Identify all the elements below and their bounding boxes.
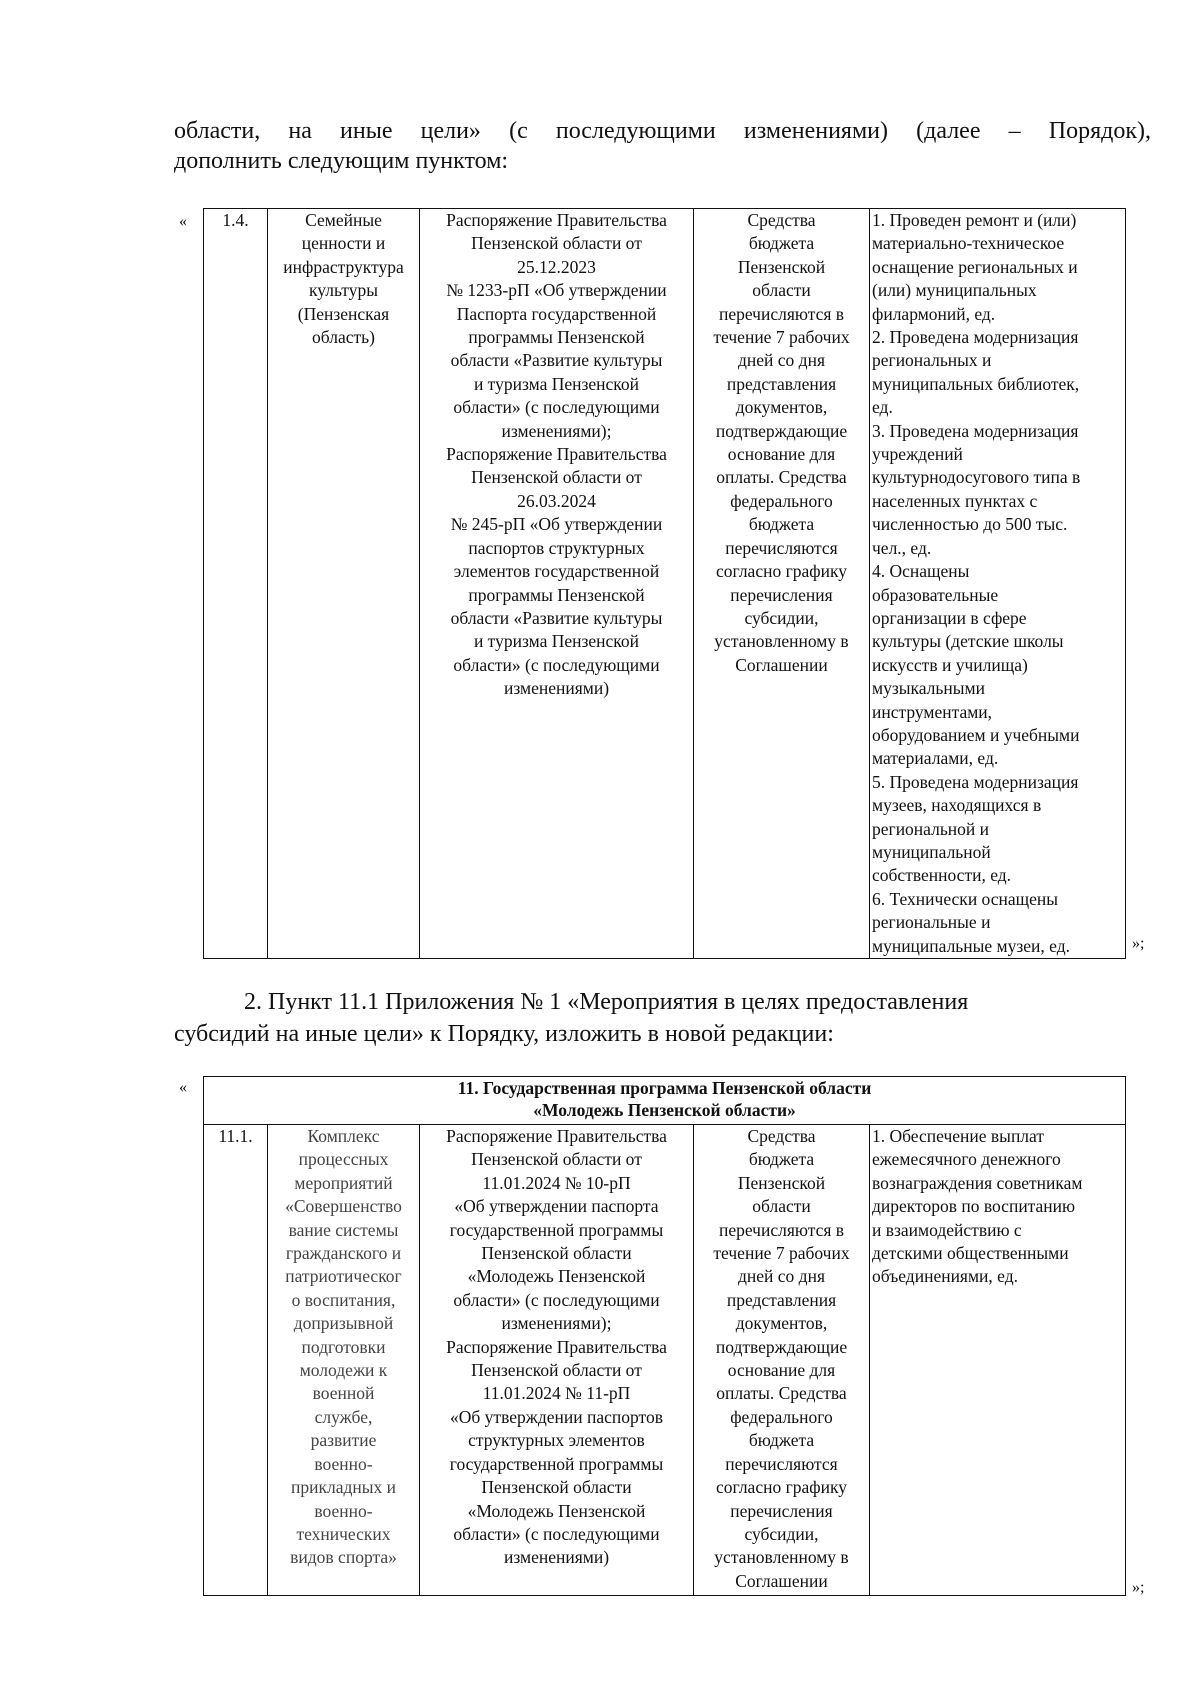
table1-open-quote: «	[179, 213, 187, 230]
table-header-row	[204, 1077, 1126, 1125]
table1-close-quote: »;	[1132, 935, 1145, 952]
legal-documents: Распоряжение Правительства Пензенской области от 11.01.2024 № 10-рП «Об утверждении паспорта государственной программы Пензенской области «Молодежь Пензенской области» (с последующими изменениями); Распоряжение Правительства Пензенской области от 11.01.2024 № 11-рП «Об утверждении паспортов структурных элементов государственной программы Пензенской области «Молодежь Пензенской области» (с последующими изменениями)	[420, 1125, 694, 1596]
paragraph2-line-2: субсидий на иные цели» к Порядку, изложить в новой редакции:	[174, 1021, 834, 1047]
table1	[203, 208, 1126, 959]
table2	[203, 1076, 1126, 1596]
program-header	[204, 1077, 1126, 1125]
item-number: 11.1.	[204, 1125, 268, 1596]
program-header-line-1: 11. Государственная программа Пензенской области	[457, 1078, 872, 1098]
program-header-line-2: «Молодежь Пензенской области»	[533, 1100, 796, 1120]
item-name: Семейные ценности и инфраструктура культуры (Пензенская область)	[268, 209, 420, 959]
legal-documents: Распоряжение Правительства Пензенской области от 25.12.2023 № 1233-рП «Об утверждении Паспорта государственной программы Пензенской области «Развитие культуры и туризма Пензенской области» (с последующими изменениями); Распоряжение Правительства Пензенской области от 26.03.2024 № 245-рП «Об утверждении паспортов структурных элементов государственной программы Пензенской области «Развитие культуры и туризма Пензенской области» (с последующими изменениями)	[420, 209, 694, 959]
paragraph2-line-1: 2. Пункт 11.1 Приложения № 1 «Мероприятия в целях предоставления	[244, 989, 969, 1015]
table2-open-quote: «	[179, 1079, 187, 1096]
item-name: Комплекс процессных мероприятий «Совершенство вание системы гражданского и патриотическог о воспитания, допризывной подготовки молодежи к военной службе, развитие военно- прикладных и военно- технических видов спорта»	[268, 1125, 420, 1596]
results-list: 1. Проведен ремонт и (или) материально-техническое оснащение региональных и (или) муниципальных филармоний, ед. 2. Проведена модернизация региональных и муниципальных библиотек, ед. 3. Проведена модернизация учреждений культурнодосугового типа в населенных пунктах с численностью до 500 тыс. чел., ед. 4. Оснащены образовательные организации в сфере культуры (детские школы искусств и училища) музыкальными инструментами, оборудованием и учебными материалами, ед. 5. Проведена модернизация музеев, находящихся в региональной и муниципальной собственности, ед. 6. Технически оснащены региональные и муниципальные музеи, ед.	[870, 209, 1126, 959]
funding-terms: Средства бюджета Пензенской области перечисляются в течение 7 рабочих дней со дня представления документов, подтверждающие основание для оплаты. Средства федерального бюджета перечисляются согласно графику перечисления субсидии, установленному в Соглашении	[694, 1125, 870, 1596]
intro-line-2: дополнить следующим пунктом:	[174, 148, 509, 174]
results-list: 1. Обеспечение выплат ежемесячного денежного вознаграждения советникам директоров по воспитанию и взаимодействию с детскими общественными объединениями, ед.	[870, 1125, 1126, 1596]
funding-terms: Средства бюджета Пензенской области перечисляются в течение 7 рабочих дней со дня представления документов, подтверждающие основание для оплаты. Средства федерального бюджета перечисляются согласно графику перечисления субсидии, установленному в Соглашении	[694, 209, 870, 959]
item-number: 1.4.	[204, 209, 268, 959]
intro-line-1: области, на иные цели» (с последующими изменениями) (далее – Порядок),	[174, 118, 1151, 144]
table-row	[204, 1125, 1126, 1596]
table2-close-quote: »;	[1132, 1579, 1145, 1596]
table-row	[204, 209, 1126, 959]
